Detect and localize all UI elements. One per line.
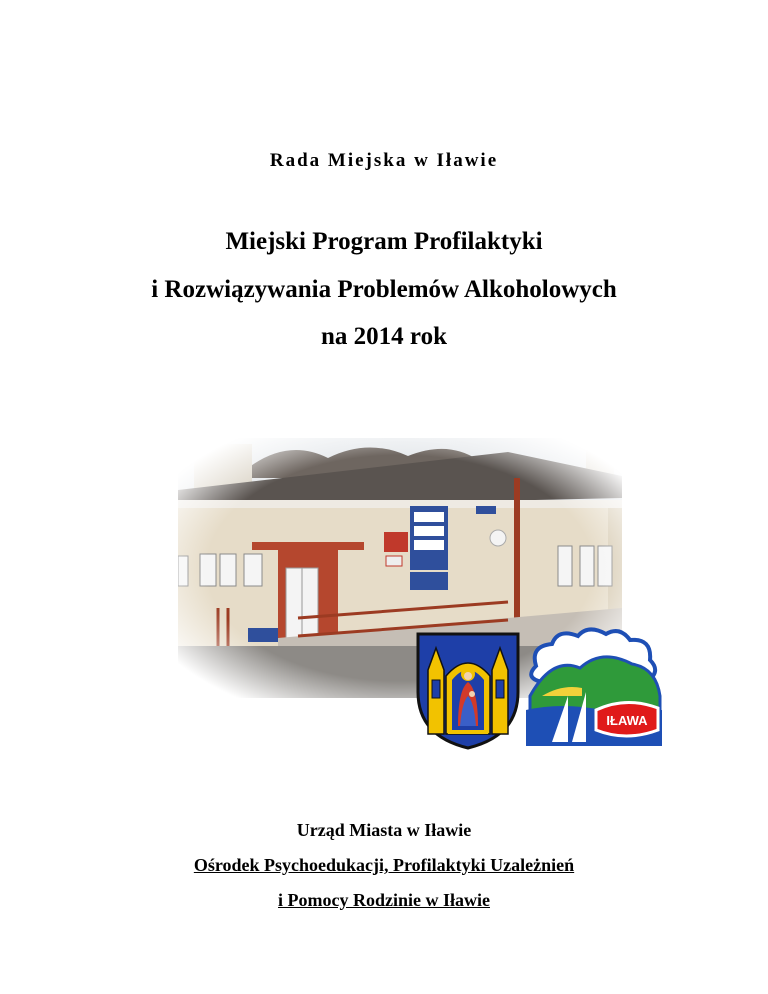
footer-line-1: Urząd Miasta w Iławie	[296, 820, 472, 840]
footer-line-2: Ośrodek Psychoedukacji, Profilaktyki Uzależnień	[193, 855, 575, 875]
ilawa-logo	[522, 626, 664, 754]
document-title-line-3: na 2014 rok	[321, 323, 447, 350]
document-title-line-1: Miejski Program Profilaktyki	[225, 228, 543, 255]
footer-line-3: i Pomocy Rodzinie w Iławie	[278, 890, 490, 910]
council-name: Rada Miejska w Iławie	[269, 150, 499, 171]
logo-text: IŁAWA	[606, 713, 648, 728]
coat-of-arms-icon	[414, 630, 522, 750]
document-title-line-2: i Rozwiązywania Problemów Alkoholowych	[151, 276, 617, 303]
